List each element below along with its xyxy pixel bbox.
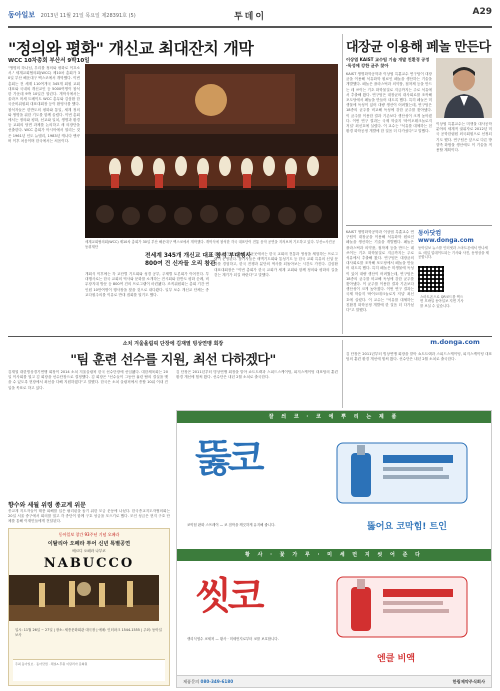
article1-photo bbox=[85, 64, 338, 238]
article3 bbox=[8, 340, 338, 368]
opera-scene-illustration bbox=[9, 575, 159, 621]
paper-logo: 동아일보 bbox=[8, 10, 36, 19]
opera-advertisement[interactable] bbox=[8, 528, 170, 686]
opera-ad-title: 이탈리아 오페라 투어 신년 특별공연 bbox=[47, 541, 131, 547]
opera-ad-subtitle: 베르디 오페라 나부코 bbox=[72, 549, 106, 553]
article4-headline: 향수와 세월 위령 종교계 위문 bbox=[8, 502, 86, 509]
article1-body-left: "생명의 하나님, 우리를 정의와 평화로 이끄소서." 세계교회협의회(WCC) 제10차 총회가 30일 부산 해운대구 벡스코에서 개막했다. 이번 총회는 전 세계 110여개국 345개 회원 교회 대표와 국내외 개신교인 등 5000여명이 참석한 가운데 9박 10일간 열린다. 개막식에서는 울라프 픽세 트베이트 WCC 총무와 김삼환 한국준비위원회 대표대회장 등이 환영사를 했다. 참석자들은 한반도의 평화와 통일, 세계 정의와 생명을 위한 기도를 함께 올렸다. 이번 총회에서는 정의와 평화, 선교와 일치, 생명과 환경 등 교회의 당면 과제를 논의하고 새 의장단을 선출한다. WCC 총회가 아시아에서 열리는 것은 1961년 인도 뉴델리, 1983년 캐나다 밴쿠버 이후 처음이며 한국에서는 처음이다. bbox=[8, 66, 80, 143]
article3-headline: "팀 훈련 선수를 지원, 최선 다하겠다" bbox=[70, 353, 276, 368]
dateline: 2013년 11월 21일 목요일 제28391호 (5) bbox=[40, 13, 136, 19]
article2-side: 이상엽 특훈교수는 미생물 대사공학 분야의 세계적 권위자로 2012년 미국 공학한림원 외국회원으로 선정되기도 했다. 연구팀은 앞으로 다른 방향족 화합물 생산에도 이 기술을 적용할 계획이다. bbox=[436, 122, 492, 153]
article3-body2: 김 단장은 2011년부터 빙상연맹 회장을 맡아 쇼트트랙과 스피드스케이팅, 피겨스케이팅 대표팀의 훈련 환경 개선에 힘써 왔다. 선수단은 내년 2월 소치로 출국한다. bbox=[176, 370, 338, 380]
article2-headline: 대장균 이용해 페놀 만든다 bbox=[346, 40, 491, 55]
ad-footer-label: 제품문의 bbox=[183, 679, 200, 684]
qr-block bbox=[418, 266, 492, 308]
donga-promo bbox=[418, 228, 492, 262]
ad-footer bbox=[177, 675, 491, 687]
ad-top-half bbox=[177, 423, 491, 551]
ad-company: 한림제약주식회사 bbox=[452, 679, 485, 684]
column-divider bbox=[342, 34, 343, 334]
article3-body-extra: 김 단장은 2011년부터 빙상연맹 회장을 맡아 쇼트트랙과 스피드스케이팅, 피겨스케이팅 대표팀의 훈련 환경 개선에 힘써 왔다. 선수단은 내년 2월 소치로 출국한다. bbox=[346, 352, 492, 362]
product-spray-blue-illustration bbox=[327, 433, 477, 513]
brand-ttulko: 뚫코 bbox=[195, 436, 261, 480]
masthead bbox=[8, 6, 492, 28]
researcher-portrait bbox=[436, 58, 492, 118]
donga-promo-title[interactable]: 동아닷컴 www.donga.com bbox=[418, 230, 474, 244]
article4-body: 종교계 지도자들이 태풍 피해를 입은 필리핀을 돕기 위한 모금 운동에 나섰다. 한국종교지도자협의회는 20일 서울 중구에서 회의를 열고 각 종단이 함께 구호 성금을 모으기로 했다. 모인 성금은 현지 구호 단체를 통해 이재민들에게 전달된다. bbox=[8, 509, 170, 524]
opera-ad-sponsors: 주최 동아일보 · 동아닷컴 · 채널A 후원 이탈리아 문화원 bbox=[13, 659, 165, 681]
article2-body: KAIST 생명화학공학과 이상엽 특훈교수 연구팀이 대장균을 이용해 석유화학 원료인 페놀을 생산하는 기술을 개발했다. 페놀은 플라스틱과 의약품, 접착제 등을 만드는 데 쓰이는 기초 화학물질로 지금까지는 주로 석유에서 추출해 왔다. 연구팀은 대장균의 대사회로를 조작해 포도당에서 페놀을 만들어 내도록 했다. 특히 페놀은 미생물에 독성이 있어 대량 생산이 어려웠는데, 연구팀은 18종의 균주를 비교해 독성에 강한 균주를 찾아냈다. 이 균주를 이용한 결과 기존보다 생산성이 크게 높아졌다. 이번 연구 결과는 국제 학술지 '바이오테크놀로지 저널' 최신호에 실렸다. 이 교수는 "석유를 대체하는 친환경 화학공정 개발에 한 걸음 더 다가섰다"고 말했다. bbox=[346, 72, 432, 134]
section-title: 투데이 bbox=[233, 12, 267, 22]
page-number: A29 bbox=[472, 7, 492, 17]
article1-subhead: WCC 10차총회 부산서 9박10일 bbox=[8, 58, 90, 64]
article3-kicker: 소치 겨울올림픽 단장에 김재열 빙상연맹 회장 bbox=[122, 341, 224, 347]
article3-body: 김재열 대한빙상경기연맹 회장이 2014 소치 겨울올림픽 한국 선수단장에 선임됐다. 대한체육회는 20일 이사회를 열고 김 회장을 선수단장으로 결정했다. 김 회장은 "선수들이 그동안 흘린 땀의 결실을 맺을 수 있도록 현장에서 최선을 다해 지원하겠다"고 말했다. 한국은 소치 올림픽에서 종합 10위 이내 진입을 목표로 하고 있다. bbox=[8, 370, 168, 390]
article2-body-continued: KAIST 생명화학공학과 이상엽 특훈교수 연구팀이 대장균을 이용해 석유화학 원료인 페놀을 생산하는 기술을 개발했다. 페놀은 플라스틱과 의약품, 접착제 등을 만드는 데 쓰이는 기초 화학물질로 지금까지는 주로 석유에서 추출해 왔다. 연구팀은 대장균의 대사회로를 조작해 포도당에서 페놀을 만들어 내도록 했다. 특히 페놀은 미생물에 독성이 있어 대량 생산이 어려웠는데, 연구팀은 18종의 균주를 비교해 독성에 강한 균주를 찾아냈다. 이 균주를 이용한 결과 기존보다 생산성이 크게 높아졌다. 이번 연구 결과는 국제 학술지 '바이오테크놀로지 저널' 최신호에 실렸다. 이 교수는 "석유를 대체하는 친환경 화학공정 개발에 한 걸음 더 다가섰다"고 말했다. bbox=[346, 230, 414, 313]
article1-headline: "정의와 평화" 개신교 최대잔치 개막 bbox=[8, 39, 254, 58]
ad-tag-ssitko: 엔클 비액 bbox=[377, 654, 415, 664]
article2-subhead: 이상엽 KAIST 교수팀 기술 개발 친환경 공정 ·독성에 강한 균주 찾아 bbox=[346, 57, 430, 68]
nasal-spray-advertisement[interactable] bbox=[176, 410, 492, 688]
ad-band-top: 잘 씌 코 · 코 에 뿌 리 는 제 품 bbox=[177, 411, 491, 423]
opera-ad-info: 일시: 11월 26일 ~ 27일 | 장소: 세종문화회관 대극장 | 예매: 인터파크 1544-1555 | 주최: 동아일보사 bbox=[15, 628, 162, 637]
brand-ssitko: 씻코 bbox=[195, 574, 261, 618]
qr-text: 스마트폰으로 QR코드를 찍으면 모바일 동아일보 지면 기사를 보실 수 있습니다. bbox=[420, 294, 464, 308]
donga-promo-text: 동아일보 뉴스를 인터넷과 스마트폰에서 만나세요. 매일 업데이트되는 기사와 사진, 동영상을 제공합니다. bbox=[418, 246, 489, 260]
product-spray-red-illustration bbox=[327, 567, 477, 647]
article1-photo-caption: 세계교회협의회(WCC) 제10차 총회가 30일 부산 해운대구 벡스코에서 개막했다. 개막식에 참석한 각국 대표단이 전통 음악 공연을 지켜보며 기도하고 있다. 부산=사진공동취재단 bbox=[85, 240, 336, 249]
divider bbox=[346, 225, 492, 226]
qr-code-icon[interactable] bbox=[418, 266, 444, 292]
column-divider-2 bbox=[342, 340, 343, 408]
article1-body-mid: 개회식 이후에는 각 교단별 기도회와 성경 공부, 주제별 토론회가 이어진다. 부대행사로는 한국 교회의 역사와 문화를 소개하는 전시회와 한반도 평화 순례, 비무장지대 방문 등 800여 건의 프로그램이 마련됐다. 조직위원회는 총회 기간 연인원 10만여명이 행사장을 찾을 것으로 내다봤다. 일부 보수 개신교 단체는 종교다원주의를 이유로 반대 집회를 열기도 했다. bbox=[85, 272, 209, 297]
article1-body-right: 총회 기간에 부산 시내 곳곳에서는 한국 교회의 전통과 영성을 체험하는 프로그램이 운영된다. 참가자들은 새벽기도회와 통성기도 등 한국 교회 특유의 신앙 문화를 경험하고, 한국 전쟁과 분단의 역사를 되돌아보는 시간도 가진다. 김삼환 대표대회장은 "이번 총회가 한국 교회가 세계 교회와 함께 정의와 평화의 길을 걷는 계기가 되길 바란다"고 말했다. bbox=[214, 252, 338, 277]
article1-subhead2: 전세계 345개 개신교 대표 참석 부대행사 800여 건 신자들 오리 참관 bbox=[145, 253, 252, 267]
stage-photo-illustration bbox=[85, 64, 338, 238]
section-divider bbox=[8, 336, 492, 337]
opera-ad-label: 동아일보 창간 93주년 기념 오페라 bbox=[58, 532, 120, 537]
mobile-donga-link[interactable]: m.donga.com bbox=[430, 338, 480, 346]
ad-tag-ttulko: 뚫어요 코막힘! 트인 bbox=[367, 522, 447, 532]
opera-ad-name: NABUCCO bbox=[43, 556, 135, 571]
portrait-illustration bbox=[436, 58, 492, 118]
ad-line-2: 생리식염수 코세척 — 황사 · 미세먼지로부터 코를 보호합니다. bbox=[187, 637, 279, 641]
ad-line-1: 코막힘 완화 스프레이 — 코 점막을 깨끗하게 유지해 줍니다. bbox=[187, 523, 276, 527]
ad-bottom-half bbox=[177, 561, 491, 688]
ad-band-bottom: 황 사 · 꽃 가 루 · 미 세 먼 지 씻 어 준 다 bbox=[177, 549, 491, 561]
ad-phone[interactable]: 080-349-6180 bbox=[200, 679, 234, 684]
